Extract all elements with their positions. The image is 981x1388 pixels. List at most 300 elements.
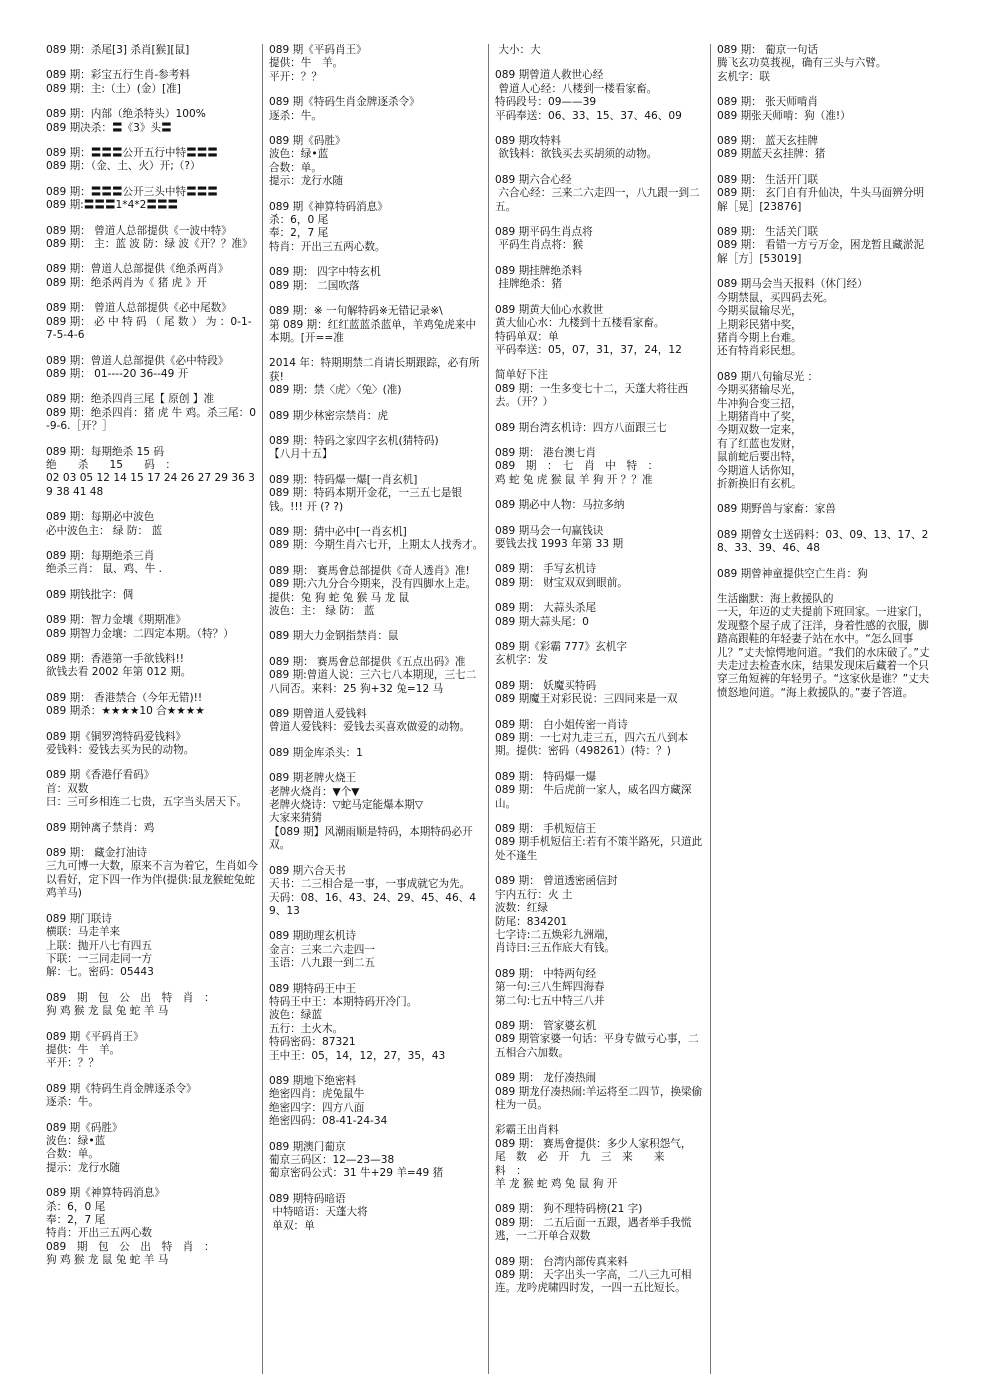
text-line: 狗 鸡 猴 龙 鼠 兔 蛇 羊 马 [46,1254,169,1267]
text-line: 宇内五行：火 土 [495,888,573,901]
text-line: 089 期： 手写玄机诗 [495,563,597,576]
text-block [269,305,484,345]
text-line: 提供：兔 狗 蛇 兔 猴 马 龙 鼠 [269,591,410,604]
text-line: 089 期智力金壤：二四定本期。（特？） [46,627,234,640]
text-line: 089 期： 生活关门联 [717,226,819,239]
text-block [46,44,258,57]
text-line: 089 期六合天书 [269,864,346,877]
text-block [269,1193,484,1233]
text-block [269,865,484,919]
text-line: 欲钱去看 2002 年第 012 期。 [46,666,192,679]
text-block [269,565,484,619]
text-block [495,69,706,123]
text-block [495,1256,706,1296]
text-line: 五行：土火木。 [269,1022,344,1035]
text-line: 089 期《香港仔看码》 [46,769,155,782]
text-line: 生活幽默：海上救援队的 [717,593,834,605]
text-block [495,226,706,253]
text-line: 鸡 蛇 兔 虎 猴 鼠 羊 狗 开 ？？准 [495,473,653,486]
text-block [495,369,706,409]
text-line: 089 期《平码肖王》 [46,1030,144,1043]
text-line: 尾 数 必 开 九 三 来 来 料 ： [495,1151,676,1177]
text-block [46,108,258,135]
text-block [717,96,938,123]
text-line: 089 期： 玄门自有升仙决，牛头马面辨分明 [717,187,925,200]
text-block [46,769,258,809]
text-line: 089 期： 葡京一句话 [717,44,819,56]
text-line: 上期彩民猪中奖， [717,318,802,331]
text-line: 089 期：今期生肖六七开，上期太人找秀才。 [269,539,484,552]
text-line: 089 期马会一句赢钱诀 [495,524,604,537]
text-block [495,823,706,863]
text-block [495,968,706,1008]
text-line: 089 期： 四字中特玄机 [269,266,381,279]
text-block [717,44,938,84]
text-line: 波色：绿•蓝 [269,148,329,161]
text-line: 089 期：特码之家四字玄机(猜特码) [269,434,439,447]
text-line: 特码段号：09——39 [495,96,597,109]
text-block [46,847,258,901]
text-line: 特肖：开出三五两心数。 [269,240,386,253]
text-line: 089 期曾女士送码料：03、09、13、17、28、33、39、46、48 [717,528,929,555]
text-line: 089 期杀：★★★★10 合★★★★ [46,705,205,718]
text-line: 089 期：〓〓〓公开三头中特〓〓〓 [46,185,218,198]
text-line: 089 期：特码本期开金花，一三五七是银钱。!!! 开 (? ?) [269,487,463,513]
text-line: 有了红蓝也发财， [717,437,802,450]
text-block [269,983,484,1063]
text-line: 老牌火烧肖：▼个▼ [269,785,360,798]
text-line: 狗 鸡 猴 龙 鼠 兔 蛇 羊 马 [46,1005,169,1018]
text-line: 089 期： 赛馬會总部提供《五点出码》准 [269,655,466,668]
text-block [269,1141,484,1181]
text-block [717,278,938,358]
text-block [269,201,484,255]
text-line: 奉：2，7 尾 [46,1214,106,1226]
text-line: 绝密四码：08-41-24-34 [269,1115,388,1128]
text-line: 089 期大力金钢指禁肖：鼠 [269,630,399,643]
text-line: 089 期《码胜》 [46,1121,123,1134]
text-block [269,1075,484,1129]
text-line: 089 期： 特码爆一爆 [495,770,597,783]
text-block [495,875,706,955]
text-line: 天码：08、16、43、24、29、45、46、49、13 [269,891,477,917]
text-block [717,568,938,581]
text-line: 089 期：杀尾[3] 杀肖[猴][鼠] [46,44,190,56]
text-line: 089 期： 主：蓝 波 防：绿 波《开？？准》 [46,238,253,251]
text-line: 今期双数一定来， [717,424,802,437]
text-block [269,135,484,189]
text-line: 中特暗语：天蓬大将 [269,1206,368,1219]
text-line: 089 期：每期必中波色 [46,511,155,524]
text-block [495,1124,706,1191]
text-line: 下联：一三同走同一方 [46,952,152,965]
text-line: 089 期： 手机短信王 [495,823,597,836]
text-line: 089 期： 必 中 特 码 （ 尾 数 ） 为 ：0-1-7-5-4-6 [46,315,252,342]
text-block [46,186,258,213]
text-line: 平开：？？ [269,70,322,83]
text-line: 089 期： 曾道人总部提供《必中尾数》 [46,302,232,315]
text-line: 089 期台湾玄机诗：四方八面跟三七 [495,421,667,434]
text-line: 089 期： 赛馬會提供：多少人家积怨气， [495,1137,692,1150]
text-line: 089 期： 白小姐传密一肖诗 [495,718,628,731]
text-line: 解：七。密码：05443 [46,966,154,979]
text-line: 089 期魔王对彩民说：三四同来是一双 [495,693,678,706]
text-line: 089 期：绝杀两肖为《 猪 虎 》开 [46,276,207,289]
text-line: 今期买猪输尽光， [717,384,802,397]
text-line: 葡京密码公式：31 牛+29 羊=49 猪 [269,1167,444,1180]
text-block [495,719,706,759]
text-line: 089 期管家婆一句话：平身专做亏心事，二五相合六加数。 [495,1033,699,1059]
text-line: 089 期： 曾道透密函信封 [495,875,618,888]
text-line: 特码密码：87321 [269,1036,356,1049]
text-line: 猪肖今期上台难。 [717,331,802,344]
text-line: 解［晃］[23876] [717,200,802,213]
text-line: 波数：红绿 [495,902,548,915]
text-line: 089 期野兽与家畜：家兽 [717,503,836,516]
text-block [717,135,938,162]
text-line: 曾道人心经：八楼到一楼看家畜。 [495,82,658,95]
text-line: 089 期： 管家婆玄机 [495,1019,597,1032]
text-block [495,44,706,57]
text-line: 089 期：每期绝杀三肖 [46,549,155,562]
text-line: 089 期：曾道人总部提供《绝杀两肖》 [46,263,229,276]
text-line: 089 期： 牛后虎前一家人，威名四方藏深山。 [495,784,692,810]
text-block [46,147,258,174]
text-line: 089 期：※ 一句解特码※无错记录※\ [269,305,443,318]
text-line: 089 期钟离子禁肖：鸡 [46,821,155,834]
text-line: 02 03 05 12 14 15 17 24 26 27 29 36 39 38 41 48 [46,472,255,498]
text-block [46,913,258,980]
text-line: 平码奉送：05，07，31，37，24，12 [495,343,682,356]
text-line: 平开：？？ [46,1057,99,1070]
text-line: 089 期： 赛馬會总部提供《奇人透肖》准! [269,564,470,577]
text-line: 合数：单。 [269,161,322,174]
text-line: 欲钱料：欲钱买去买胡须的动物。 [495,148,658,161]
text-line: 089 期： 中特两句经 [495,967,597,980]
text-line: 波色：主： 绿 防： 蓝 [269,605,375,617]
text-line: 089 期：一七对九走三五，四六五八到本期。提供：密码（498261）(特：？) [495,732,689,758]
text-line: 绝杀三肖： 鼠、鸡、牛 . [46,563,163,576]
text-line: 老牌火烧诗：▽蛇马定能爆本期▽ [269,799,424,812]
text-line: 089 期必中人物：马拉多纳 [495,499,625,512]
text-block [269,410,484,423]
text-line: 提示：龙行水随 [46,1161,121,1174]
text-block [46,1122,258,1176]
text-line: 089 期挂牌绝杀料 [495,264,583,277]
text-line: 089 期曾道人爱钱料 [269,708,367,721]
text-block [46,992,258,1019]
text-line: 大小：大 [495,44,541,56]
text-line: 089 期：特码爆一爆[一肖玄机] [269,473,418,486]
text-block [269,474,484,514]
text-line: 玄机字：联 [717,70,770,83]
text-line: 【八月十五】 [269,448,333,461]
text-line: 奉：2，7 尾 [269,227,329,240]
text-line: 今期道人话你知， [717,464,802,477]
text-line: 今期买鼠输尽光， [717,305,802,318]
text-block [495,1072,706,1112]
text-line: 提供：牛 羊。 [269,57,344,70]
text-block [717,226,938,266]
text-line: 089 期老牌火烧王 [269,772,357,785]
text-block [495,680,706,707]
text-line: 曰：三可乡相连二七贵，五字当头居天下。 [46,796,248,809]
text-line: 防尾：834201 [495,915,568,928]
text-line: 089 期： 大蒜头杀尾 [495,602,597,615]
text-line: 还有特肖彩民想。 [717,345,802,358]
text-line: 089 期澳门葡京 [269,1140,346,1153]
text-line: 089 期： 藏金打油诗 [46,847,148,860]
text-line: 089 期曾道人救世心经 [495,69,604,82]
text-line: 杀：6，0 尾 [269,214,329,227]
text-line: 要钱去找 1993 年第 33 期 [495,537,624,550]
text-block [46,692,258,719]
text-line: 逐杀：牛。 [269,109,322,122]
text-line: 羊 龙 猴 蛇 鸡 兔 鼠 狗 开 [495,1178,618,1190]
text-block [717,593,938,700]
text-line: 089 期： 妖魔买特码 [495,679,597,692]
text-line: 合数：单。 [46,1148,99,1161]
text-line: 绝密四肖：虎兔鼠牛 [269,1088,365,1101]
column-1 [40,44,262,1374]
text-line: 089 期： 生活开门联 [717,173,819,186]
text-line: 解［方］[53019] [717,252,802,265]
text-line: 089 期： 二国吹落 [269,279,360,292]
text-line: 089 期： 蓝天玄挂牌 [717,135,819,148]
text-line: 第 089 期：红红蓝蓝杀蓝单，羊鸡兔虎来中本期。[开==准 [269,318,477,344]
text-line: 089 期 ： 七 肖 中 特 ： [495,460,659,473]
text-line: 特码单双：单 [495,330,559,343]
text-line: 089 期蓝天玄挂牌：猪 [717,148,826,161]
text-block [269,526,484,553]
text-line: 089 期：禁〈虎〉〈兔〉(准) [269,384,402,397]
text-block [46,731,258,758]
text-line: 089 期：绝杀四肖：猪 虎 牛 鸡。杀三尾：0-9-6.［开？］ [46,406,256,433]
text-line: 七字诗:二五焕彩九洲端， [495,928,616,941]
text-line: 089 期黄大仙心水救世 [495,303,604,316]
text-line: 特码王中王：本期特码开冷门。 [269,995,418,1008]
text-block [46,653,258,680]
text-line: 089 期手机短信王:若有不策半路死，只道此处不逢生 [495,836,703,862]
text-line: 【089 期】风潮雨顺是特码，本期特码必开双。 [269,825,473,852]
text-block [495,771,706,811]
text-block [46,69,258,96]
text-line: 089 期《神算特码消息》 [46,1187,165,1200]
text-line: 089 期： 狗不理特码榜(21 字) [495,1203,643,1216]
text-line: 089 期： 张天师啃肖 [717,96,819,109]
text-block [269,708,484,735]
text-line: 089 期：内部（绝杀特头）100% [46,108,206,121]
text-block [46,822,258,835]
text-line: 089 期： 香港禁合（今年无错)!! [46,691,203,704]
text-block [717,503,938,516]
text-block [495,422,706,435]
text-line: 王中王：05，14，12，27，35，43 [269,1049,446,1062]
text-block [495,563,706,590]
text-block [46,302,258,342]
text-line: 089 期大蒜头尾：0 [495,615,589,628]
text-line: 2014 年：特期期禁二肖请长期跟踪，必有所获! [269,357,480,383]
text-block [269,930,484,970]
text-line: 089 期：智力金壤《期期准》 [46,614,187,627]
text-line: 089 期：香港第一手欲钱料!! [46,653,185,665]
text-block [269,435,484,462]
text-line: 玉语：八九跟一到二五 [269,957,375,970]
text-line: 六合心经：三来二六走四一，八九跟一到二五。 [495,187,700,213]
text-line: 腾飞玄功莫莪视，确有三头与六臂。 [717,57,887,70]
text-line: 089 期：主:（土）(金）[准] [46,82,181,95]
text-line: 爱钱料：爱钱去买为民的动物。 [46,744,195,757]
text-line: 089 期攻特料 [495,135,561,148]
text-block [46,1031,258,1071]
text-line: 今期禁鼠，买四码去死。 [717,291,834,304]
text-line: 089 期:〓〓〓1*4*2〓〓〓 [46,199,179,212]
column-2 [262,44,488,1374]
text-block [495,1020,706,1060]
text-line: 089 期《神算特码消息》 [269,200,388,213]
text-line: 089 期六合心经 [495,173,572,186]
text-block [46,225,258,252]
text-line: 089 期《平码肖王》 [269,44,367,56]
text-line: 平码奉送：06、33、15、37、46、09 [495,109,682,122]
text-line: 肖诗曰:三五作底大有钱。 [495,942,616,955]
text-block [495,265,706,292]
text-block [46,589,258,602]
text-line: 089 期：（金、土、火）开;（?） [46,160,201,173]
text-block [495,174,706,214]
text-line: 089 期《码胜》 [269,135,346,148]
text-line: 089 期： 龙仔凑热闹 [495,1072,597,1085]
text-line: 金言：三来二六走四一 [269,943,375,956]
text-block [46,446,258,500]
text-line: 横联：马走羊来 [46,926,121,939]
text-block [495,1203,706,1243]
text-line: 089 期《铜罗湾特码爱钱料》 [46,730,187,743]
text-block [269,357,484,397]
text-line: 089 期： 财宝双双到眼前。 [495,576,628,589]
text-line: 089 期张天师啃：狗（准!） [717,109,851,122]
text-line: 089 期 包 公 出 特 肖 ： [46,991,215,1004]
text-line: 089 期钱批字：倜 [46,588,134,601]
text-line: 波色：绿•蓝 [46,1134,106,1147]
column-3 [488,44,710,1374]
text-line: 提供：牛 羊。 [46,1043,121,1056]
text-line: 平码生肖点将：猴 [495,239,584,252]
text-line: 玄机字：发 [495,654,548,667]
text-line: 089 期八句输尽光 ： [717,370,819,383]
text-line: 089 期：〓〓〓公开五行中特〓〓〓 [46,147,218,160]
text-block [269,630,484,643]
text-line: 089 期： 01----20 36--49 开 [46,367,189,380]
text-line: 089 期： 天字出头一字高，二八三九可相连。龙吟虎啸四时发，一四一五比短长。 [495,1269,692,1295]
text-block [717,371,938,492]
text-line: 089 期少林密宗禁肖：虎 [269,409,388,422]
text-line: 089 期： 台湾内部传真来料 [495,1255,628,1268]
text-line: 折新换旧有玄机。 [717,477,802,490]
text-block [717,529,938,556]
text-line: 089 期决杀：〓《3》头〓 [46,121,172,134]
text-line: 特肖：开出三五两心数 [46,1227,152,1240]
text-line: 大家来猜猜 [269,812,322,825]
text-line: 三九可博一大数，原来不言为着它，生肖如今以看好，定下四一作为伴(提供:鼠龙猴蛇兔蛇鸡羊马) [46,860,258,900]
text-block [269,747,484,760]
text-block [46,393,258,433]
text-line: 089 期：曾道人总部提供《必中特段》 [46,354,229,367]
text-line: 必中波色主： 绿 防： 蓝 [46,524,163,537]
text-block [46,550,258,577]
text-block [269,656,484,696]
text-line: 第一句:三八生辉四海春 [495,981,605,994]
text-line: 089 期： 港台澳七肖 [495,446,597,459]
text-block [46,1083,258,1110]
text-line: 绝 杀 15 码 ： [46,458,177,471]
text-line: 单双：单 [269,1219,315,1232]
text-line: 089 期：每期绝杀 15 码 [46,445,164,458]
column-4 [710,44,942,1374]
text-line: 089 期《特码生肖金牌逐杀令》 [269,96,420,109]
text-line: 第二句:七五中特三八并 [495,994,605,1007]
text-line: 杀：6，0 尾 [46,1200,106,1213]
text-line: 鼠前蛇后要出特， [717,451,802,464]
text-line: 天书：二三相合是一事，一事成就它为先。 [269,878,471,891]
text-line: 089 期特码暗语 [269,1192,346,1205]
text-line: 089 期：绝杀四肖三尾【 原创 】准 [46,393,215,406]
text-block [46,1187,258,1267]
text-block [495,447,706,487]
text-line: 089 期《特码生肖金牌逐杀令》 [46,1082,197,1095]
text-block [495,641,706,668]
text-line: 简单好下注 [495,369,548,382]
text-block [46,355,258,382]
text-block [495,135,706,162]
text-line: 089 期：一生多变七十二，天蓬大将往西去。（开？） [495,382,689,409]
text-line: 上期猪肖中了奖， [717,410,802,423]
text-line: 上联：抛开八七有四五 [46,939,152,952]
text-line: 089 期：彩宝五行生肖-参考料 [46,69,190,82]
text-line: 089 期曾神童提供空亡生肖：狗 [717,567,868,580]
text-line: 089 期： 二五后面一五跟，遇者举手我慌逃，一二开单合双数 [495,1216,692,1243]
text-line: 首：双数 [46,782,89,795]
text-block [269,96,484,123]
text-block [46,614,258,641]
text-line: 089 期平码生肖点将 [495,226,593,239]
text-line: 089 期门联诗 [46,912,112,925]
text-line: 089 期特码王中王 [269,982,357,995]
text-line: 089 期： 曾道人总部提供《一波中特》 [46,224,232,237]
text-line: 黄大仙心水：九楼到十五楼看家畜。 [495,317,665,330]
text-line: 葡京三码区：12—23—38 [269,1154,395,1166]
text-line: 波色：绿蓝 [269,1009,322,1022]
text-block [495,499,706,512]
text-line: 089 期 包 公 出 特 肖 ： [46,1240,215,1253]
text-line: 一天，年迈的丈夫提前下班回家。一进家门，发现整个屋子成了汪洋，身着性感的衣服，脚踏高跟鞋的年轻妻子站在水中。“怎么回事儿？”丈夫惊愕地问道。“我们的水床破了。”丈夫走过去检查水床，结果发现床后藏着一个只穿三角短裤的年轻男子。“这家伙是谁？”丈夫愤怒地问道。“海上救援队的。”妻子答道。 [717,606,930,699]
text-line: 089 期龙仔凑热闹:羊运将至二四节，换梁偷柱为一员。 [495,1085,703,1111]
text-block [495,304,706,358]
text-block [717,174,938,214]
text-line: 089 期地下绝密料 [269,1074,357,1087]
text-block [46,511,258,538]
text-line: 绝密四字：四方八面 [269,1101,365,1114]
text-block [269,772,484,852]
text-line: 089 期： 看错一方亏万金，困龙暂且藏淤泥 [717,239,925,252]
text-block [46,263,258,290]
text-line: 挂牌绝杀：猪 [495,278,562,291]
text-line: 089 期金库杀头：1 [269,746,363,759]
text-line: 089 期:曾道人说：三六七八本期现，三七二八同否。来料：25 狗+32 兔=12 马 [269,669,477,695]
text-block [269,44,484,84]
text-line: 彩霸王出肖料 [495,1124,559,1137]
text-line: 牛冲狗合变三招， [717,397,802,410]
